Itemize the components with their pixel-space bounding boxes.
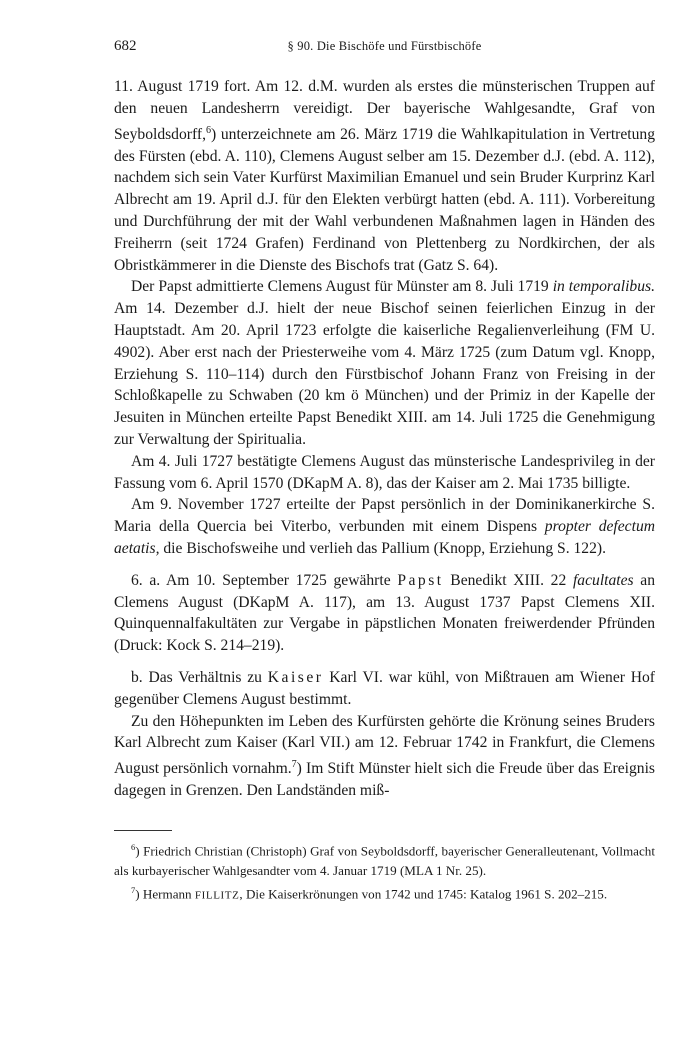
text-run: ) Friedrich Christian (Christoph) Graf von Seyboldsdorff, bayerischer Generalleutenant, Vollmacht als kurbayerischer Wahlgesandter vom 4. Januar 1719 (MLA 1 Nr. 25). [114, 843, 655, 879]
footnote-marker: 7 [131, 884, 136, 895]
text-run: an Clemens August (DKapM A. 117), am 13. August 1737 Papst Clemens XII. Quinquennalfakultäten zur Vergabe in päpstlichen Monaten freiwerdender Pfründen (Druck: Kock S. 214–219). [114, 571, 656, 655]
page-number: 682 [114, 38, 137, 54]
footnote [114, 838, 655, 881]
paragraph [114, 494, 655, 559]
page-header [114, 38, 655, 58]
footnote-marker: 6 [205, 124, 212, 136]
author-name: FILLITZ [194, 889, 240, 902]
paragraph [114, 276, 655, 450]
text-run: Am 4. Juli 1727 bestätigte Clemens August das münsterische Landesprivileg in der Fassung vom 6. April 1570 (DKapM A. 8), das der Kaiser am 2. Mai 1735 billigte. [114, 452, 655, 492]
text-run: Am 9. November 1727 erteilte der Papst persönlich in der Dominikanerkirche S. Maria della Quercia bei Viterbo, verbunden mit einem Dispens [114, 496, 655, 536]
paragraph [114, 711, 655, 802]
paragraph [114, 76, 655, 276]
text-run: b. Das Verhältnis zu [131, 668, 268, 686]
text-run: ) unterzeichnete am 26. März 1719 die Wahlkapitulation in Vertretung des Fürsten (ebd. A. 110), Clemens August selber am 15. Dezember d.J. (ebd. A. 112), nachdem sich sein Vater Kurfürst Maximilian Emanuel und sein Bruder Kurprinz Karl Albrecht am 19. April d.J. für den Elekten verbürgt hatten (ebd. A. 111). Vorbereitung und Durchführung der mit der Wahl verbundenen Maßnahmen lagen in Händen des Freiherrn (seit 1724 Grafen) Ferdinand von Plettenberg zu Nordkirchen, der als Obristkämmerer in die Dienste des Bischofs trat (Gatz S. 64). [114, 125, 655, 274]
italic-phrase: facultates [572, 571, 634, 589]
text-run: 11. August 1719 fort. Am 12. d.M. wurden als erstes die münsterischen Truppen auf den neuen Landesherrn vereidigt. Der bayerische Wahlgesandte, Graf von Seyboldsdorff, [114, 78, 655, 143]
text-run: ) Im Stift Münster hielt sich die Freude über das Ereignis dagegen in Grenzen. Den Landständen miß- [114, 760, 655, 800]
running-head: § 90. Die Bischöfe und Fürstbischöfe [287, 39, 482, 53]
paragraph [114, 570, 655, 657]
footnote-marker: 6 [131, 842, 136, 852]
spaced-emphasis: Kaiser [267, 668, 324, 686]
text-run: Der Papst admittierte Clemens August für Münster am 8. Juli 1719 [131, 278, 553, 296]
footnote-rule [114, 830, 172, 831]
footnotes [114, 838, 655, 906]
text-run: 6. a. Am 10. September 1725 gewährte [131, 571, 398, 589]
footnote [114, 881, 655, 906]
text-run: Karl VI. war kühl, von Mißtrauen am Wiener Hof gegenüber Clemens August bestimmt. [114, 668, 655, 708]
text-run: Am 14. Dezember d.J. hielt der neue Bischof seinen feierlichen Einzug in der Hauptstadt. Am 20. April 1723 erfolgte die kaiserliche Regalienverleihung (FM U. 4902). Aber erst nach der Priesterweihe vom 4. März 1725 (zum Datum vgl. Knopp, Erziehung S. 110–114) durch den Fürstbischof Johann Franz von Freising in der Schloßkapelle zu Schwaben (20 km ö München) und der Primiz in der Kapelle der Jesuiten in München erteilte Papst Benedikt XIII. am 14. Juli 1725 die Genehmigung zur Verwaltung der Spiritualia. [114, 300, 655, 448]
footnote-marker: 7 [291, 759, 297, 771]
paragraph [114, 451, 655, 495]
text-run: ) Hermann [135, 886, 195, 902]
italic-phrase: in temporalibus. [552, 278, 655, 296]
text-run: Zu den Höhepunkten im Leben des Kurfürsten gehörte die Krönung seines Bruders Karl Albrecht zum Kaiser (Karl VII.) am 12. Februar 1742 in Frankfurt, die Clemens August persönlich vornahm. [114, 712, 655, 778]
paragraph [114, 667, 655, 711]
text-run: Benedikt XIII. 22 [443, 571, 573, 589]
text-run: die Bischofsweihe und verlieh das Pallium (Knopp, Erziehung S. 122). [159, 539, 606, 557]
text-run: , Die Kaiserkrönungen von 1742 und 1745: Katalog 1961 S. 202–215. [239, 886, 608, 902]
main-text [114, 76, 655, 802]
spaced-emphasis: Papst [397, 571, 444, 589]
italic-phrase: propter defectum aetatis, [114, 518, 655, 557]
